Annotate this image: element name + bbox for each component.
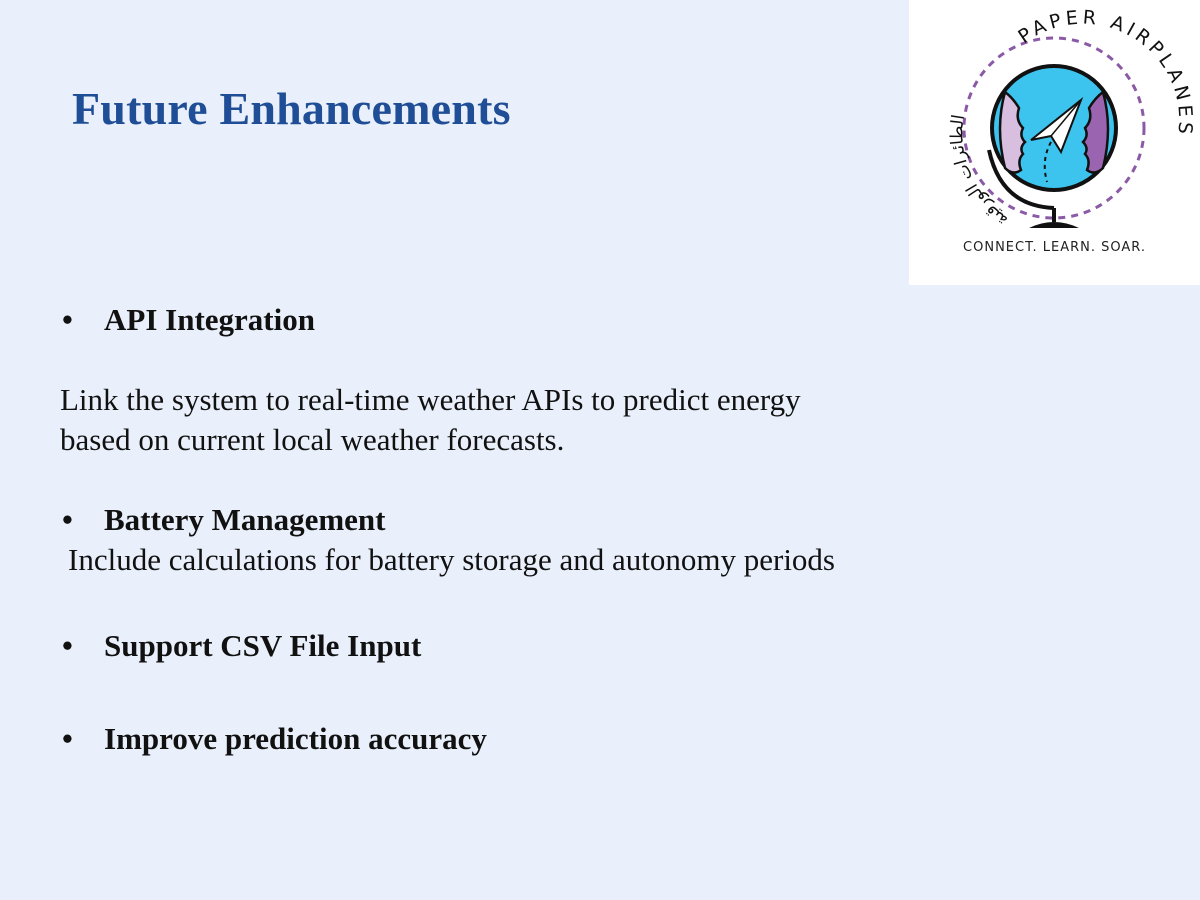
bullet-api-integration [62, 302, 315, 338]
description-line: Include calculations for battery storage and autonomy periods [68, 542, 835, 577]
battery-management-description [68, 540, 835, 580]
description-line: Link the system to real-time weather APIs to predict energy [60, 382, 801, 417]
bullet-support-csv [62, 628, 421, 664]
bullet-dot: • [62, 502, 73, 537]
bullet-dot: • [62, 628, 73, 663]
api-integration-description [60, 380, 801, 460]
logo-ring-text-english: PAPER AIRPLANES [1014, 6, 1197, 139]
logo-ring-text-arabic: الطائرات الورقية [947, 113, 1012, 231]
logo-tagline: CONNECT. LEARN. SOAR. [963, 240, 1146, 255]
bullet-heading: Battery Management [104, 502, 386, 537]
bullet-heading: Improve prediction accuracy [104, 721, 487, 756]
bullet-dot: • [62, 302, 73, 337]
description-line: based on current local weather forecasts. [60, 422, 565, 457]
paper-airplanes-logo [909, 0, 1200, 285]
bullet-improve-accuracy [62, 721, 487, 757]
bullet-heading: Support CSV File Input [104, 628, 422, 663]
logo-emblem-icon [909, 0, 1200, 240]
slide-title: Future Enhancements [72, 83, 511, 134]
bullet-battery-management [62, 502, 386, 538]
bullet-heading: API Integration [104, 302, 315, 337]
bullet-dot: • [62, 721, 73, 756]
